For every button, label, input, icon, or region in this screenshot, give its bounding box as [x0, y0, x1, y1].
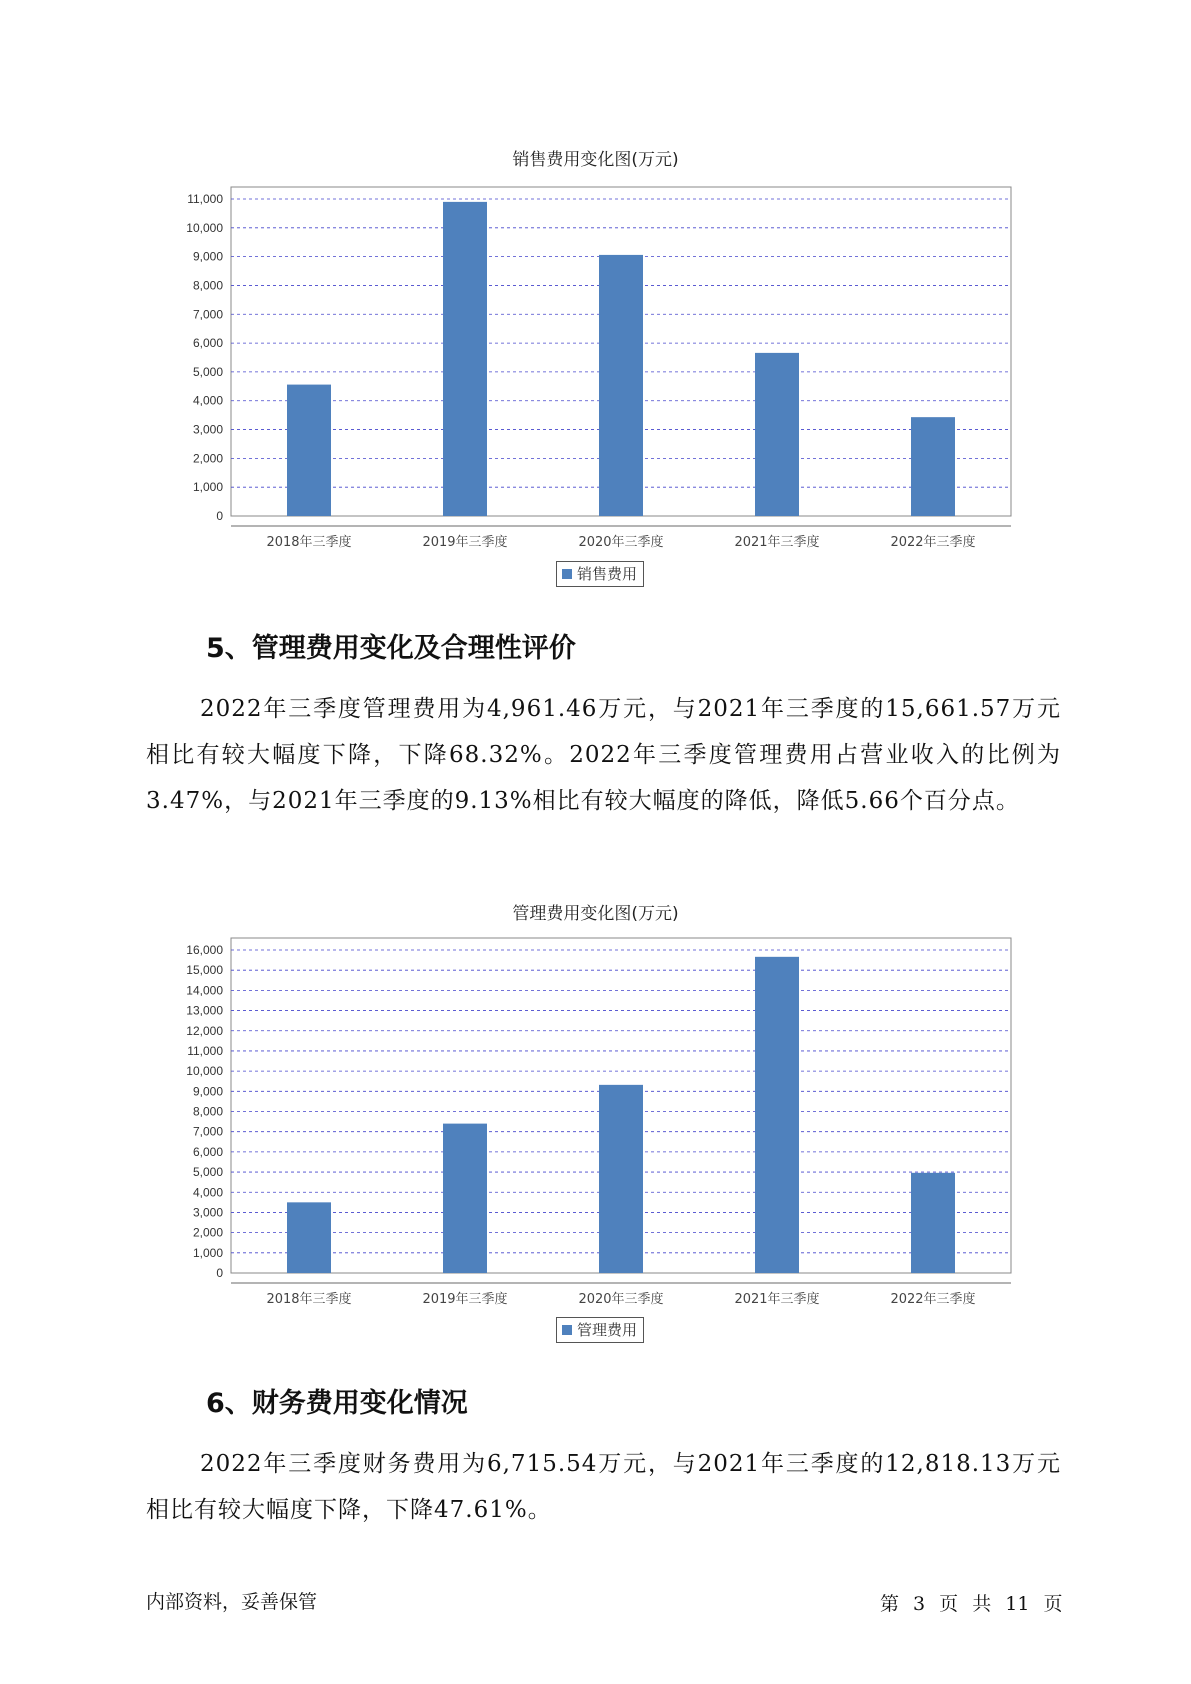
chart2-y-tick-label: 11,000 — [187, 1043, 223, 1058]
chart2-y-tick-label: 12,000 — [186, 1023, 223, 1038]
chart2-y-tick-label: 13,000 — [186, 1003, 223, 1018]
chart2-legend-label: 管理费用 — [577, 1321, 638, 1339]
chart2-y-tick-label: 2,000 — [192, 1225, 223, 1240]
chart2-y-tick-label: 10,000 — [186, 1064, 223, 1079]
chart2-legend-swatch — [562, 1325, 572, 1335]
chart2-y-tick-label: 14,000 — [186, 983, 223, 998]
chart2-bar — [599, 1085, 643, 1273]
chart1-y-tick-label: 2,000 — [192, 451, 223, 466]
chart2-y-tick-label: 8,000 — [192, 1104, 223, 1119]
chart1-x-tick-label: 2018年三季度 — [266, 535, 352, 550]
section5-paragraph: 2022年三季度管理费用为4,961.46万元，与2021年三季度的15,661.57万元相比有较大幅度下降，下降68.32%。2022年三季度管理费用占营业收入的比例为3.47%，与2021年三季度的9.13%相比有较大幅度的降低，降低5.66个百分点。 — [146, 696, 1061, 814]
chart2-x-tick-label: 2018年三季度 — [266, 1292, 352, 1307]
chart2-x-tick-label: 2022年三季度 — [890, 1292, 976, 1307]
chart1-y-tick-label: 7,000 — [192, 307, 223, 322]
chart2-bar — [755, 957, 799, 1273]
chart2-y-tick-label: 7,000 — [192, 1124, 223, 1139]
chart2-y-tick-label: 16,000 — [186, 943, 223, 957]
chart2-bar — [287, 1202, 331, 1273]
chart1-x-tick-label: 2021年三季度 — [734, 535, 820, 550]
chart1-y-tick-label: 6,000 — [192, 336, 223, 351]
chart2-bar — [911, 1173, 955, 1273]
chart2-y-tick-label: 1,000 — [192, 1245, 223, 1260]
chart2-y-tick-label: 9,000 — [192, 1084, 223, 1099]
chart1-y-tick-label: 4,000 — [192, 393, 223, 408]
chart2-legend — [556, 1317, 644, 1343]
chart2-y-tick-label: 6,000 — [192, 1144, 223, 1159]
chart2-y-tick-label: 5,000 — [192, 1165, 223, 1180]
chart1-y-tick-label: 9,000 — [192, 249, 223, 264]
chart2-y-tick-label: 4,000 — [192, 1185, 223, 1200]
section6-heading: 6、财务费用变化情况 — [206, 1388, 468, 1419]
footer-page-number: 第 3 页 共 11 页 — [880, 1593, 1063, 1615]
chart1-y-tick-label: 5,000 — [192, 364, 223, 379]
chart1-x-tick-label: 2019年三季度 — [422, 535, 508, 550]
chart1-title: 销售费用变化图(万元) — [512, 150, 679, 170]
footer-confidential: 内部资料，妥善保管 — [146, 1591, 318, 1613]
chart1-x-tick-label: 2022年三季度 — [890, 535, 976, 550]
chart1-y-tick-label: 0 — [216, 509, 223, 523]
chart1-x-tick-label: 2020年三季度 — [578, 535, 664, 550]
chart1-y-tick-label: 1,000 — [192, 480, 223, 495]
chart1-y-tick-label: 10,000 — [186, 220, 223, 235]
chart2-bar — [443, 1124, 487, 1273]
chart1-y-tick-label: 11,000 — [187, 192, 223, 206]
chart1-y-tick-label: 3,000 — [192, 422, 223, 437]
chart2-y-tick-label: 0 — [216, 1266, 223, 1280]
chart2-title: 管理费用变化图(万元) — [512, 904, 679, 924]
chart2-x-tick-label: 2020年三季度 — [578, 1292, 664, 1307]
chart2-x-tick-label: 2021年三季度 — [734, 1292, 820, 1307]
section5-heading: 5、管理费用变化及合理性评价 — [206, 633, 576, 664]
section6-paragraph: 2022年三季度财务费用为6,715.54万元，与2021年三季度的12,818.13万元相比有较大幅度下降，下降47.61%。 — [146, 1451, 1061, 1523]
chart1-legend-label: 销售费用 — [577, 565, 638, 583]
chart2-x-tick-label: 2019年三季度 — [422, 1292, 508, 1307]
chart2-y-tick-label: 15,000 — [186, 963, 223, 978]
chart2-y-tick-label: 3,000 — [192, 1205, 223, 1220]
chart1-y-tick-label: 8,000 — [192, 278, 223, 293]
